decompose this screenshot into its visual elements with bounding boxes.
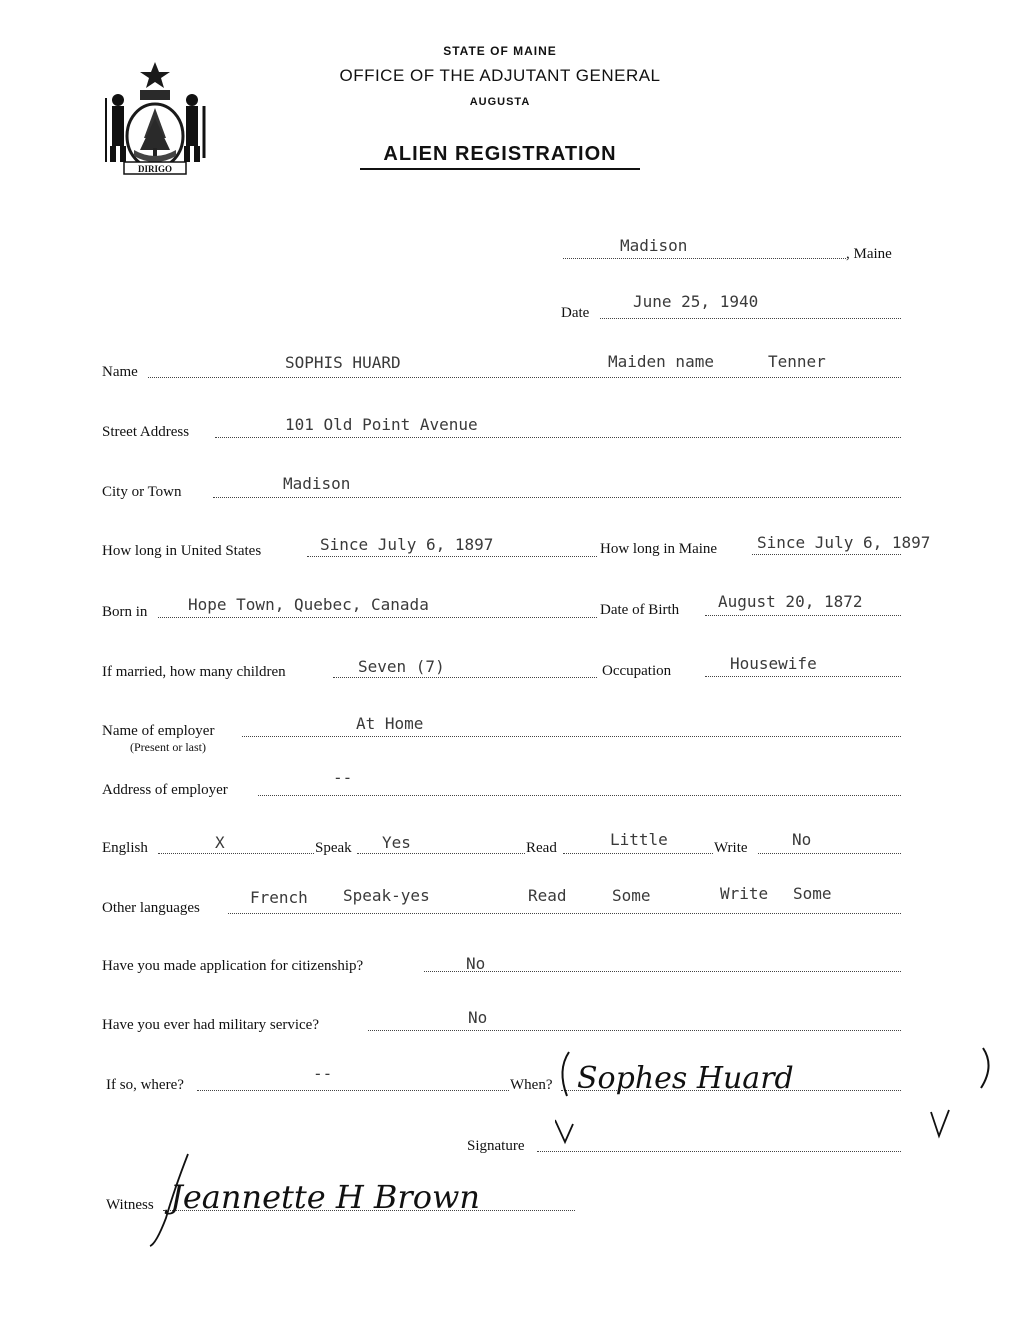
signature-value: Sophes Huard — [577, 1061, 794, 1096]
witness-label: Witness — [106, 1197, 154, 1213]
signature-label: Signature — [467, 1138, 525, 1154]
military-line — [368, 1030, 901, 1031]
town-line — [563, 258, 846, 259]
military-value: No — [468, 1008, 488, 1027]
employer-address-line — [258, 795, 901, 796]
dob-value: August 20, 1872 — [718, 592, 863, 611]
us-residence-value: Since July 6, 1897 — [320, 535, 494, 554]
speak-value: Yes — [382, 833, 411, 852]
read-line — [563, 853, 713, 854]
born-in-value: Hope Town, Quebec, Canada — [188, 595, 429, 614]
other-language-write-value: Some — [793, 884, 832, 903]
children-value: Seven (7) — [358, 657, 445, 676]
maine-residence-value: Since July 6, 1897 — [757, 533, 931, 552]
city-label: City or Town — [102, 484, 182, 500]
street-value: 101 Old Point Avenue — [285, 415, 478, 434]
name-line — [148, 377, 901, 378]
english-value: X — [215, 833, 225, 852]
employer-name-value: At Home — [356, 714, 424, 733]
where-line — [197, 1090, 509, 1091]
street-line — [215, 437, 901, 438]
other-languages-label: Other languages — [102, 900, 200, 916]
other-language-write-label: Write — [720, 884, 769, 903]
street-label: Street Address — [102, 424, 190, 440]
where-label: If so, where? — [106, 1077, 184, 1093]
dob-label: Date of Birth — [600, 602, 680, 618]
form-title: ALIEN REGISTRATION — [383, 143, 617, 165]
title-underline — [360, 168, 640, 170]
born-in-label: Born in — [102, 604, 148, 620]
name-label: Name — [102, 364, 138, 380]
employer-name-sublabel: (Present or last) — [130, 740, 206, 754]
state-heading: STATE OF MAINE — [443, 44, 557, 58]
employer-name-line — [242, 736, 901, 737]
date-value: June 25, 1940 — [633, 292, 759, 311]
name-value: SOPHIS HUARD — [285, 353, 401, 372]
other-language-name: French — [250, 888, 308, 907]
born-in-line — [158, 617, 597, 618]
us-residence-label: How long in United States — [102, 543, 262, 559]
witness-value: Jeannette H Brown — [170, 1178, 480, 1216]
speak-line — [357, 853, 525, 854]
employer-name-label: Name of employer — [102, 723, 215, 739]
us-residence-line — [307, 556, 597, 557]
state-label: , Maine — [846, 246, 892, 262]
employer-address-label: Address of employer — [102, 782, 228, 798]
where-value: -- — [313, 1064, 333, 1083]
office-heading: OFFICE OF THE ADJUTANT GENERAL — [339, 66, 661, 85]
military-label: Have you ever had military service? — [102, 1017, 319, 1033]
other-language-speak: Speak-yes — [343, 886, 430, 905]
maine-residence-line — [752, 554, 901, 555]
city-line — [213, 497, 901, 498]
write-label: Write — [714, 840, 748, 856]
write-line — [758, 853, 901, 854]
signature-line — [537, 1151, 901, 1152]
seal-motto: DIRIGO — [137, 164, 173, 174]
citizenship-line — [424, 971, 901, 972]
dob-line — [705, 615, 901, 616]
write-value: No — [792, 830, 812, 849]
employer-address-value: -- — [333, 768, 353, 787]
citizenship-label: Have you made application for citizenship? — [102, 958, 364, 974]
speak-label: Speak — [315, 840, 352, 856]
read-value: Little — [610, 830, 668, 849]
other-language-read-value: Some — [612, 886, 651, 905]
english-label: English — [102, 840, 148, 856]
children-line — [333, 677, 597, 678]
witness-handwriting — [148, 1150, 588, 1250]
town-value: Madison — [620, 236, 688, 255]
occupation-line — [705, 676, 901, 677]
english-line — [158, 853, 314, 854]
children-label: If married, how many children — [102, 664, 286, 680]
citizenship-value: No — [466, 954, 486, 973]
occupation-value: Housewife — [730, 654, 817, 673]
date-label: Date — [561, 305, 590, 321]
city-value: Madison — [283, 474, 351, 493]
other-language-read-label: Read — [528, 886, 567, 905]
occupation-label: Occupation — [602, 663, 672, 679]
signature-handwriting — [555, 1040, 995, 1145]
when-label: When? — [510, 1077, 553, 1093]
maiden-name-label: Maiden name — [608, 352, 714, 371]
city-heading: AUGUSTA — [469, 96, 531, 108]
read-label: Read — [526, 840, 557, 856]
other-languages-line — [228, 913, 901, 914]
maine-residence-label: How long in Maine — [600, 541, 718, 557]
date-line — [600, 318, 901, 319]
state-seal — [100, 58, 210, 178]
maiden-name-value: Tenner — [768, 352, 826, 371]
